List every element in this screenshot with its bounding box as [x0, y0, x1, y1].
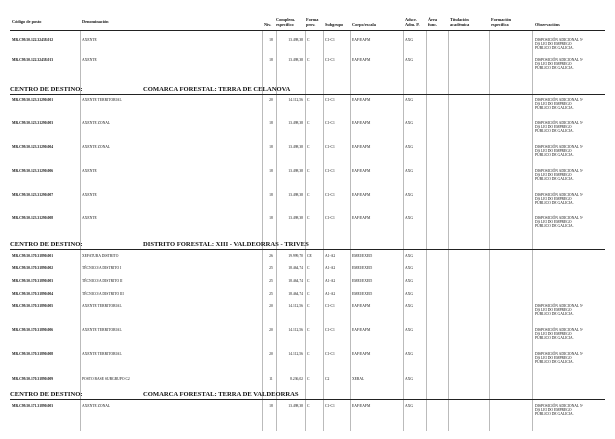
header-formacion-1: Formación — [491, 17, 512, 22]
cell-subgrupo: C2 — [325, 377, 330, 381]
cell-adscripcion: AXG — [405, 38, 413, 42]
cell-corpo: EAF/EAFM — [352, 169, 371, 173]
header-codigo: Código de posto — [12, 19, 42, 24]
table-row — [0, 352, 615, 374]
cell-subgrupo: A1-A2 — [325, 254, 336, 258]
cell-code: MR.C99.50.170.31890.002 — [12, 266, 54, 270]
cell-code: MR.C99.50.170.31890.006 — [12, 328, 54, 332]
cell-forma: C — [307, 292, 310, 296]
cell-observacions: DISPOSICIÓN ADICIONAL 5ª DA LEI DO EMPREGO PÚBLICO DE GALICIA. — [535, 38, 583, 51]
table-row — [0, 292, 615, 303]
cell-corpo: EAF/EAFM — [352, 352, 371, 356]
table-row — [0, 145, 615, 167]
cell-observacions: DISPOSICIÓN ADICIONAL 5ª DA LEI DO EMPREGO PÚBLICO DE GALICIA. — [535, 58, 583, 71]
table-row — [0, 304, 615, 326]
cell-niv: 18 — [269, 193, 273, 197]
cell-complem: 18.464,74 — [288, 266, 303, 270]
cell-code: MR.C99.50.170.31890.008 — [12, 352, 54, 356]
cell-code: MR.C99.50.123.31290.007 — [12, 193, 54, 197]
cell-corpo: EMEI/EXEI5 — [352, 292, 373, 296]
cell-forma: C — [307, 121, 310, 125]
cell-adscripcion: AXG — [405, 352, 413, 356]
cell-code: MR.C99.50.123.31290.003 — [12, 121, 54, 125]
cell-complem: 8.236,02 — [290, 377, 303, 381]
cell-subgrupo: C1-C1 — [325, 145, 335, 149]
cell-complem: 14.112,56 — [288, 328, 303, 332]
cell-forma: C — [307, 352, 310, 356]
cell-niv: 11 — [269, 377, 273, 381]
cell-niv: 18 — [269, 169, 273, 173]
cell-corpo: EMEI/EXEI5 — [352, 254, 373, 258]
cell-denominacion: XEFATURA DISTRITO — [82, 254, 119, 258]
cell-observacions: DISPOSICIÓN ADICIONAL 5ª DA LEI DO EMPREGO PÚBLICO DE GALICIA. — [535, 193, 583, 206]
cell-denominacion: AXENTE ZONAL — [82, 404, 111, 408]
cell-forma: C — [307, 169, 310, 173]
cell-denominacion: AXENTE — [82, 38, 97, 42]
cell-denominacion: AXENTE — [82, 216, 97, 220]
cell-denominacion: AXENTE — [82, 58, 97, 62]
cell-subgrupo: C1-C1 — [325, 193, 335, 197]
section-label: CENTRO DE DESTINO: — [10, 391, 83, 398]
cell-adscripcion: AXG — [405, 58, 413, 62]
cell-forma: C — [307, 279, 310, 283]
cell-corpo: EAF/EAFM — [352, 193, 371, 197]
cell-code: MR.C99.50.123.31290.001 — [12, 98, 54, 102]
cell-forma: C — [307, 38, 310, 42]
section-rule — [10, 94, 605, 95]
cell-observacions: DISPOSICIÓN ADICIONAL 5ª DA LEI DO EMPREGO PÚBLICO DE GALICIA. — [535, 121, 583, 134]
cell-denominacion: AXENTE TERRITORIAL — [82, 98, 122, 102]
cell-subgrupo: C1-C1 — [325, 98, 335, 102]
cell-observacions: DISPOSICIÓN ADICIONAL 5ª DA LEI DO EMPREGO PÚBLICO DE GALICIA. — [535, 216, 583, 229]
header-area-2: func. — [428, 22, 438, 27]
section-rule — [10, 399, 605, 400]
cell-code: MR.C99.50.170.31890.001 — [12, 254, 54, 258]
section-label: CENTRO DE DESTINO: — [10, 241, 83, 248]
header-forma-1: Forma — [306, 17, 319, 22]
cell-forma: C — [307, 404, 310, 408]
cell-observacions: DISPOSICIÓN ADICIONAL 5ª DA LEI DO EMPREGO PÚBLICO DE GALICIA. — [535, 328, 583, 341]
header-formacion-2: específica — [491, 22, 509, 27]
cell-niv: 20 — [269, 304, 273, 308]
cell-adscripcion: AXG — [405, 279, 413, 283]
section-title — [10, 86, 605, 94]
cell-subgrupo: C1-C1 — [325, 404, 335, 408]
cell-complem: 19.999,70 — [288, 254, 303, 258]
cell-niv: 20 — [269, 328, 273, 332]
cell-complem: 13.498,38 — [288, 58, 303, 62]
cell-corpo: EAF/EAFM — [352, 304, 371, 308]
cell-complem: 13.498,38 — [288, 169, 303, 173]
cell-subgrupo: C1-C1 — [325, 216, 335, 220]
cell-observacions: DISPOSICIÓN ADICIONAL 5ª DA LEI DO EMPREGO PÚBLICO DE GALICIA. — [535, 169, 583, 182]
cell-denominacion: AXENTE TERRITORIAL — [82, 328, 122, 332]
cell-niv: 18 — [269, 121, 273, 125]
header-observacions: Observacións — [535, 22, 560, 27]
section-name: DISTRITO FORESTAL: XIII - VALDEORRAS - TRIVES — [143, 241, 309, 248]
table-row — [0, 58, 615, 78]
cell-denominacion: AXENTE ZONAL — [82, 145, 111, 149]
cell-subgrupo: C1-C1 — [325, 304, 335, 308]
cell-denominacion: AXENTE TERRITORIAL — [82, 352, 122, 356]
cell-denominacion: AXENTE — [82, 169, 97, 173]
cell-code: MR.C99.50.170.31890.005 — [12, 304, 54, 308]
cell-observacions: DISPOSICIÓN ADICIONAL 5ª DA LEI DO EMPREGO PÚBLICO DE GALICIA. — [535, 145, 583, 158]
cell-forma: C — [307, 193, 310, 197]
cell-adscripcion: AXG — [405, 266, 413, 270]
table-row — [0, 254, 615, 265]
cell-forma: C — [307, 98, 310, 102]
cell-code: MR.C99.50.170.31890.004 — [12, 292, 54, 296]
cell-niv: 18 — [269, 145, 273, 149]
table-row — [0, 98, 615, 120]
header-corpo: Corpo/escala — [352, 22, 376, 27]
header-subgrupo: Subgrupo — [325, 22, 344, 27]
cell-observacions: DISPOSICIÓN ADICIONAL 5ª DA LEI DO EMPREGO PÚBLICO DE GALICIA. — [535, 404, 583, 417]
section-name: COMARCA FORESTAL: TERRA DE CELANOVA — [143, 86, 291, 93]
cell-subgrupo: C1-C1 — [325, 121, 335, 125]
cell-corpo: EAF/EAFM — [352, 38, 371, 42]
cell-corpo: EMEI/EXEI5 — [352, 279, 373, 283]
cell-complem: 13.498,38 — [288, 193, 303, 197]
cell-corpo: EAF/EAFM — [352, 98, 371, 102]
header-titulacion-1: Titulación — [450, 17, 469, 22]
cell-adscripcion: AXG — [405, 254, 413, 258]
cell-forma: CE — [307, 254, 312, 258]
cell-forma: C — [307, 328, 310, 332]
cell-complem: 13.498,38 — [288, 121, 303, 125]
cell-code: MR.C99.50.171.31890.003 — [12, 404, 54, 408]
table-row — [0, 38, 615, 58]
cell-code: MR.C99.50.122.32438.012 — [12, 38, 54, 42]
table-row — [0, 121, 615, 143]
cell-code: MR.C99.50.123.31290.008 — [12, 216, 54, 220]
header-complem-1: Complem. — [276, 17, 295, 22]
cell-corpo: EAF/EAFM — [352, 216, 371, 220]
table-header — [0, 14, 615, 36]
cell-observacions: DISPOSICIÓN ADICIONAL 5ª DA LEI DO EMPREGO PÚBLICO DE GALICIA. — [535, 304, 583, 317]
cell-subgrupo: C1-C1 — [325, 38, 335, 42]
cell-forma: C — [307, 58, 310, 62]
header-denominacion: Denominación — [82, 19, 109, 24]
cell-subgrupo: C1-C1 — [325, 352, 335, 356]
cell-adscripcion: AXG — [405, 193, 413, 197]
table-row — [0, 279, 615, 290]
cell-niv: 18 — [269, 38, 273, 42]
section-title — [10, 391, 605, 399]
table-row — [0, 404, 615, 426]
cell-denominacion: TÉCNICO/A DISTRITO III — [82, 292, 124, 296]
cell-adscripcion: AXG — [405, 145, 413, 149]
section-label: CENTRO DE DESTINO: — [10, 86, 83, 93]
cell-complem: 14.112,56 — [288, 352, 303, 356]
cell-adscripcion: AXG — [405, 377, 413, 381]
table-row — [0, 216, 615, 238]
cell-corpo: EAF/EAFM — [352, 121, 371, 125]
cell-niv: 25 — [269, 279, 273, 283]
cell-adscripcion: AXG — [405, 121, 413, 125]
cell-observacions: DISPOSICIÓN ADICIONAL 5ª DA LEI DO EMPREGO PÚBLICO DE GALICIA. — [535, 352, 583, 365]
cell-forma: C — [307, 145, 310, 149]
cell-corpo: EAF/EAFM — [352, 58, 371, 62]
table-row — [0, 266, 615, 277]
cell-adscripcion: AXG — [405, 328, 413, 332]
cell-code: MR.C99.50.170.31890.003 — [12, 279, 54, 283]
cell-forma: C — [307, 266, 310, 270]
cell-niv: 18 — [269, 58, 273, 62]
cell-complem: 14.112,56 — [288, 304, 303, 308]
cell-subgrupo: A1-A2 — [325, 279, 336, 283]
cell-corpo: EAF/EAFM — [352, 404, 371, 408]
cell-niv: 25 — [269, 266, 273, 270]
cell-adscripcion: AXG — [405, 304, 413, 308]
cell-niv: 18 — [269, 404, 273, 408]
cell-niv: 20 — [269, 98, 273, 102]
cell-adscripcion: AXG — [405, 98, 413, 102]
cell-forma: C — [307, 216, 310, 220]
cell-subgrupo: A1-A2 — [325, 292, 336, 296]
cell-complem: 13.498,38 — [288, 145, 303, 149]
header-complem-2: específico — [276, 22, 294, 27]
cell-denominacion: AXENTE TERRITORIAL — [82, 304, 122, 308]
cell-corpo: EAF/EAFM — [352, 328, 371, 332]
header-niv: Niv. — [264, 22, 272, 27]
section-name: COMARCA FORESTAL: TERRA DE VALDEORRAS — [143, 391, 299, 398]
cell-denominacion: AXENTE ZONAL — [82, 121, 111, 125]
cell-code: MR.C99.50.170.31890.009 — [12, 377, 54, 381]
table-row — [0, 169, 615, 191]
table-row — [0, 193, 615, 215]
cell-denominacion: AXENTE — [82, 193, 97, 197]
table-row — [0, 328, 615, 350]
cell-corpo: EMEI/EXEI5 — [352, 266, 373, 270]
header-rule — [10, 30, 605, 31]
cell-corpo: EAF/EAFM — [352, 145, 371, 149]
cell-complem: 13.498,38 — [288, 216, 303, 220]
cell-forma: C — [307, 304, 310, 308]
header-adscr-2: Adm. P. — [405, 22, 420, 27]
cell-adscripcion: AXG — [405, 216, 413, 220]
cell-complem: 18.464,74 — [288, 292, 303, 296]
cell-adscripcion: AXG — [405, 292, 413, 296]
cell-niv: 20 — [269, 352, 273, 356]
cell-adscripcion: AXG — [405, 404, 413, 408]
cell-observacions: DISPOSICIÓN ADICIONAL 5ª DA LEI DO EMPREGO PÚBLICO DE GALICIA. — [535, 98, 583, 111]
cell-denominacion: TÉCNICO/A DISTRITO I — [82, 266, 122, 270]
cell-complem: 13.498,38 — [288, 404, 303, 408]
cell-denominacion: TÉCNICO/A DISTRITO II — [82, 279, 123, 283]
cell-denominacion: POSTO BASE SUBGRUPO C2 — [82, 377, 130, 381]
cell-corpo: XERAL — [352, 377, 365, 381]
cell-subgrupo: A1-A2 — [325, 266, 336, 270]
header-adscr-1: Adscr. — [405, 17, 417, 22]
header-forma-2: prov. — [306, 22, 316, 27]
cell-complem: 14.112,56 — [288, 98, 303, 102]
table-row — [0, 377, 615, 388]
header-area-1: Área — [428, 17, 437, 22]
cell-code: MR.C99.50.122.32438.013 — [12, 58, 54, 62]
cell-complem: 13.498,38 — [288, 38, 303, 42]
cell-code: MR.C99.50.123.31290.004 — [12, 145, 54, 149]
cell-subgrupo: C1-C1 — [325, 58, 335, 62]
cell-complem: 18.464,74 — [288, 279, 303, 283]
cell-subgrupo: C1-C1 — [325, 328, 335, 332]
cell-niv: 25 — [269, 292, 273, 296]
header-titulacion-2: académica — [450, 22, 470, 27]
cell-niv: 26 — [269, 254, 273, 258]
cell-code: MR.C99.50.123.31290.006 — [12, 169, 54, 173]
cell-subgrupo: C1-C1 — [325, 169, 335, 173]
section-title — [10, 241, 605, 249]
cell-forma: C — [307, 377, 310, 381]
cell-niv: 18 — [269, 216, 273, 220]
section-rule — [10, 249, 605, 250]
cell-adscripcion: AXG — [405, 169, 413, 173]
